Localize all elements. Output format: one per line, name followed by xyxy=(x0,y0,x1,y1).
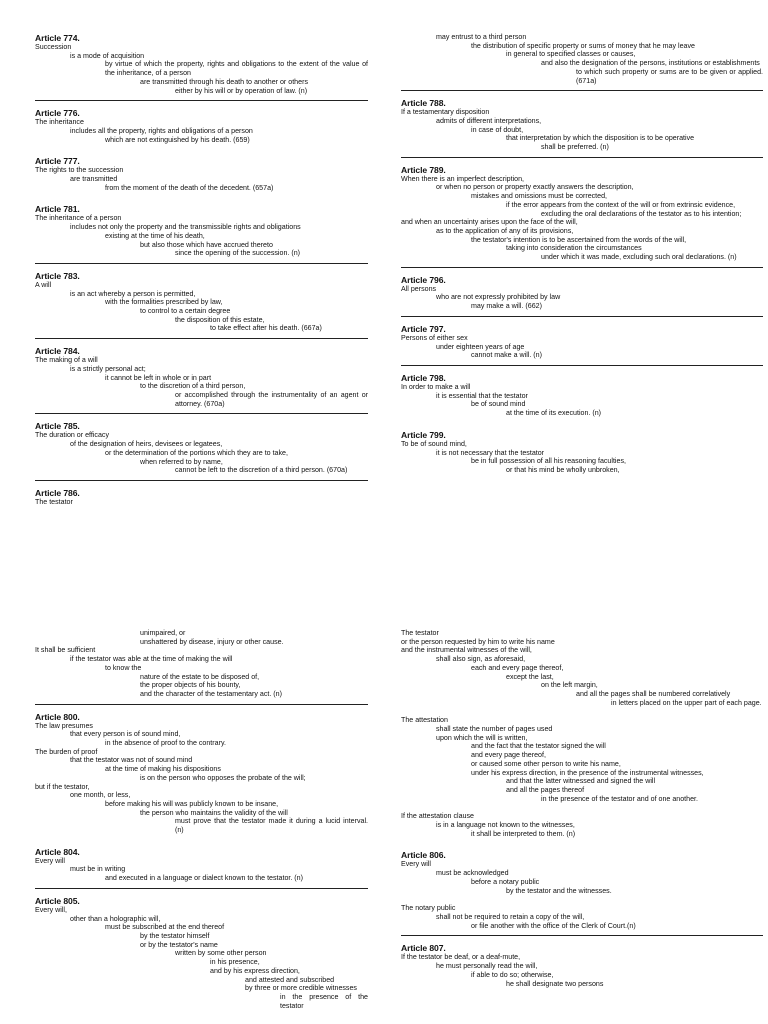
article-line: be in full possession of all his reasoning faculties, xyxy=(471,457,626,466)
article-block xyxy=(35,712,368,840)
article-line: on the left margin, xyxy=(541,681,598,690)
article-line: but also those which have accrued thereto xyxy=(140,240,273,249)
article-line: includes not only the property and the transmissible rights and obligations xyxy=(70,223,301,232)
article-line: nature of the estate to be disposed of, xyxy=(140,672,260,681)
article-block xyxy=(35,156,368,197)
article-heading: Article 783. xyxy=(35,270,80,281)
article-line: to which such property or sums are to be given or applied. (671a) xyxy=(576,67,763,85)
article-heading: Article 799. xyxy=(401,429,446,440)
article-block xyxy=(401,943,763,993)
article-line: in the presence of the testator and of one another. xyxy=(541,794,698,803)
article-line: All persons xyxy=(401,284,437,293)
article-line: under his express direction, in the presence of the instrumental witnesses, xyxy=(471,768,704,777)
article-line: is in a language not known to the witnesses, xyxy=(436,821,575,830)
article-line: must be acknowledged xyxy=(436,869,509,878)
article-line: If the attestation clause xyxy=(401,812,474,821)
article-line: and that the latter witnessed and signed the will xyxy=(506,777,656,786)
article-block xyxy=(35,204,368,264)
article-heading: Article 806. xyxy=(401,850,446,861)
column-top-left xyxy=(35,33,368,519)
article-line: one month, or less, xyxy=(70,791,131,800)
article-line: The rights to the succession xyxy=(35,166,124,175)
article-line: he must personally read the will, xyxy=(436,962,538,971)
article-line: or caused some other person to write his name, xyxy=(471,759,621,768)
article-block xyxy=(401,165,763,268)
paragraph-gap xyxy=(401,707,763,716)
article-line: of the designation of heirs, devisees or legatees, xyxy=(70,440,223,449)
article-heading: Article 807. xyxy=(401,943,446,954)
article-heading: Article 774. xyxy=(35,33,80,43)
article-line: in the presence of the testator xyxy=(280,992,368,1010)
article-line: or by the testator's name xyxy=(140,940,218,949)
article-line: it is not necessary that the testator xyxy=(436,448,545,457)
article-line: The testator xyxy=(35,497,73,506)
article-block xyxy=(35,488,368,512)
article-line: before making his will was publicly known to be insane, xyxy=(105,799,279,808)
article-line: and also the designation of the persons, institutions or establishments xyxy=(541,59,760,68)
article-line: in letters placed on the upper part of each page. xyxy=(611,698,762,707)
article-block xyxy=(401,629,763,843)
article-line: written by some other person xyxy=(175,949,267,958)
article-line: to control to a certain degree xyxy=(140,307,231,316)
article-line: that every person is of sound mind, xyxy=(70,730,181,739)
article-line: is a strictly personal act; xyxy=(70,364,146,373)
article-line: The notary public xyxy=(401,904,456,913)
article-line: or file another with the office of the Clerk of Court.(n) xyxy=(471,921,636,930)
article-line: be of sound mind xyxy=(471,400,526,409)
article-heading: Article 786. xyxy=(35,487,80,498)
article-line: unimpaired, or xyxy=(140,629,186,637)
article-line: is on the person who opposes the probate of the will; xyxy=(140,773,306,782)
article-line: excluding the oral declarations of the testator as to his intention; xyxy=(541,209,742,218)
article-heading: Article 785. xyxy=(35,421,80,432)
article-line: each and every page thereof, xyxy=(471,663,564,672)
article-line: Every will xyxy=(35,856,65,865)
article-line: or the determination of the portions which they are to take, xyxy=(105,448,288,457)
article-line: admits of different interpretations, xyxy=(436,116,542,125)
article-line: to take effect after his death. (667a) xyxy=(210,324,322,333)
article-block xyxy=(35,421,368,481)
article-line: by three or more credible witnesses xyxy=(245,984,357,993)
article-line: If the testator be deaf, or a deaf-mute, xyxy=(401,953,521,962)
article-block xyxy=(401,33,763,91)
article-line: taking into consideration the circumstances xyxy=(506,244,642,253)
article-line: who are not expressly prohibited by law xyxy=(436,293,561,302)
article-line: at the time of its execution. (n) xyxy=(506,409,602,418)
article-line: or accomplished through the instrumentality of an agent or attorney. (670a) xyxy=(175,390,368,408)
article-line: existing at the time of his death, xyxy=(105,231,205,240)
article-block xyxy=(401,324,763,366)
article-line: The duration or efficacy xyxy=(35,431,109,440)
article-heading: Article 789. xyxy=(401,164,446,175)
article-line: as to the application of any of its provisions, xyxy=(436,226,574,235)
article-line: if the error appears from the context of the will or from extrinsic evidence, xyxy=(506,200,736,209)
article-block xyxy=(401,98,763,158)
article-line: The burden of proof xyxy=(35,747,98,756)
article-heading: Article 797. xyxy=(401,323,446,334)
article-line: may make a will. (662) xyxy=(471,302,542,311)
article-line: and executed in a language or dialect known to the testator. (n) xyxy=(105,874,303,883)
article-line: in his presence, xyxy=(210,958,260,967)
article-line: are transmitted through his death to another or others xyxy=(140,77,308,86)
article-line: shall also sign, as aforesaid, xyxy=(436,655,526,664)
article-line: the testator's intention is to be ascertained from the words of the will, xyxy=(471,235,687,244)
article-block xyxy=(35,33,368,101)
article-line: when referred to by name, xyxy=(140,457,223,466)
article-line: and all the pages shall be numbered correlatively xyxy=(576,689,731,698)
article-line: Every will xyxy=(401,860,431,869)
article-line: cannot make a will. (n) xyxy=(471,351,542,360)
article-line: it is essential that the testator xyxy=(436,391,528,400)
article-line: must be in writing xyxy=(70,865,126,874)
article-line: To be of sound mind, xyxy=(401,439,467,448)
article-line: or when no person or property exactly answers the description, xyxy=(436,183,634,192)
article-line: is a mode of acquisition xyxy=(70,51,145,60)
article-heading: Article 781. xyxy=(35,204,80,215)
article-block xyxy=(35,346,368,414)
article-line: at the time of making his dispositions xyxy=(105,765,221,774)
article-line: to the discretion of a third person, xyxy=(140,382,246,391)
article-line: If a testamentary disposition xyxy=(401,108,490,117)
article-line: and all the pages thereof xyxy=(506,785,585,794)
article-line: under eighteen years of age xyxy=(436,342,525,351)
article-line: The inheritance xyxy=(35,118,84,127)
article-heading: Article 796. xyxy=(401,274,446,285)
article-block xyxy=(401,373,763,423)
article-line: in the absence of proof to the contrary. xyxy=(105,739,226,748)
article-line: to know the xyxy=(105,663,142,672)
article-line: The attestation xyxy=(401,716,448,725)
article-line: are transmitted xyxy=(70,175,118,184)
article-line: the person who maintains the validity of the will xyxy=(140,808,288,817)
article-line: before a notary public xyxy=(471,877,540,886)
article-block xyxy=(401,430,763,480)
article-line: which are not extinguished by his death. (659) xyxy=(105,135,250,144)
article-line: and the fact that the testator signed the will xyxy=(471,742,606,751)
article-line: or that his mind be wholly unbroken, xyxy=(506,465,620,474)
article-heading: Article 784. xyxy=(35,346,80,357)
article-line: it cannot be left in whole or in part xyxy=(105,373,212,382)
article-line: and by his express direction, xyxy=(210,966,300,975)
article-line: mistakes and omissions must be corrected, xyxy=(471,192,608,201)
article-block xyxy=(401,275,763,317)
article-line: and attested and subscribed xyxy=(245,975,335,984)
article-line: includes all the property, rights and obligations of a person xyxy=(70,126,253,135)
article-line: he shall designate two persons xyxy=(506,979,604,988)
article-line: must prove that the testator made it during a lucid interval. (n) xyxy=(175,817,368,835)
article-line: It shall be sufficient xyxy=(35,646,96,655)
article-block xyxy=(35,108,368,149)
article-line: it shall be interpreted to them. (n) xyxy=(471,829,576,838)
article-heading: Article 805. xyxy=(35,895,80,906)
article-line: may entrust to a third person xyxy=(436,33,527,41)
article-line: shall be preferred. (n) xyxy=(541,143,609,152)
article-line: is an act whereby a person is permitted, xyxy=(70,289,196,298)
article-heading: Article 798. xyxy=(401,372,446,383)
article-line: A will xyxy=(35,280,52,289)
article-line: by virtue of which the property, rights and obligations to the extent of the value of the inheritance, of a person xyxy=(105,60,368,78)
article-line: the disposition of this estate, xyxy=(175,315,265,324)
paragraph-gap xyxy=(401,895,763,904)
article-block xyxy=(35,896,368,1015)
article-line: upon which the will is written, xyxy=(436,733,528,742)
article-block xyxy=(35,629,368,705)
article-line: When there is an imperfect description, xyxy=(401,174,525,183)
article-heading: Article 804. xyxy=(35,846,80,857)
article-heading: Article 776. xyxy=(35,108,80,119)
article-line: that interpretation by which the disposition is to be operative xyxy=(506,134,695,143)
article-line: except the last, xyxy=(506,672,554,681)
column-top-right xyxy=(401,33,763,487)
article-line: by the testator and the witnesses. xyxy=(506,886,612,895)
article-line: and every page thereof, xyxy=(471,751,546,760)
article-heading: Article 800. xyxy=(35,711,80,722)
article-line: cannot be left to the discretion of a third person. (670a) xyxy=(175,466,348,475)
article-block xyxy=(401,850,763,936)
paragraph-gap xyxy=(401,803,763,812)
article-line: in general to specified classes or causes, xyxy=(506,50,636,59)
article-line: The law presumes xyxy=(35,721,93,730)
article-block xyxy=(35,847,368,889)
article-line: Persons of either sex xyxy=(401,333,468,342)
article-line: other than a holographic will, xyxy=(70,914,161,923)
article-line: and when an uncertainty arises upon the face of the will, xyxy=(401,218,578,227)
article-line: shall not be required to retain a copy of the will, xyxy=(436,912,585,921)
article-line: from the moment of the death of the decedent. (657a) xyxy=(105,183,274,192)
article-line: but if the testator, xyxy=(35,782,90,791)
column-bottom-right xyxy=(401,629,763,1000)
article-line: the proper objects of his bounty, xyxy=(140,681,241,690)
article-line: Every will, xyxy=(35,905,67,914)
article-line: by the testator himself xyxy=(140,931,210,940)
article-line: must be subscribed at the end thereof xyxy=(105,923,225,932)
article-heading: Article 788. xyxy=(401,98,446,109)
article-line: under which it was made, excluding such oral declarations. (n) xyxy=(541,253,737,262)
article-line: Succession xyxy=(35,43,72,51)
article-line: with the formalities prescribed by law, xyxy=(105,298,223,307)
article-line: The making of a will xyxy=(35,356,98,365)
article-line: and the character of the testamentary act. (n) xyxy=(140,689,282,698)
article-line: that the testator was not of sound mind xyxy=(70,756,193,765)
article-line: or the person requested by him to write his name xyxy=(401,637,555,646)
article-line: and the instrumental witnesses of the will, xyxy=(401,646,532,655)
article-line: shall state the number of pages used xyxy=(436,725,553,734)
article-line: The testator xyxy=(401,629,439,637)
article-line: the distribution of specific property or sums of money that he may leave xyxy=(471,41,695,50)
article-heading: Article 777. xyxy=(35,156,80,167)
article-line: The inheritance of a person xyxy=(35,214,122,223)
article-line: if able to do so; otherwise, xyxy=(471,970,554,979)
article-line: if the testator was able at the time of making the will xyxy=(70,655,233,664)
article-line: unshattered by disease, injury or other cause. xyxy=(140,637,284,646)
article-line: in case of doubt, xyxy=(471,125,524,134)
column-bottom-left xyxy=(35,629,368,1022)
article-line: In order to make a will xyxy=(401,382,471,391)
article-line: since the opening of the succession. (n) xyxy=(175,249,301,258)
article-block xyxy=(35,271,368,339)
article-line: either by his will or by operation of law. (n) xyxy=(175,86,308,95)
